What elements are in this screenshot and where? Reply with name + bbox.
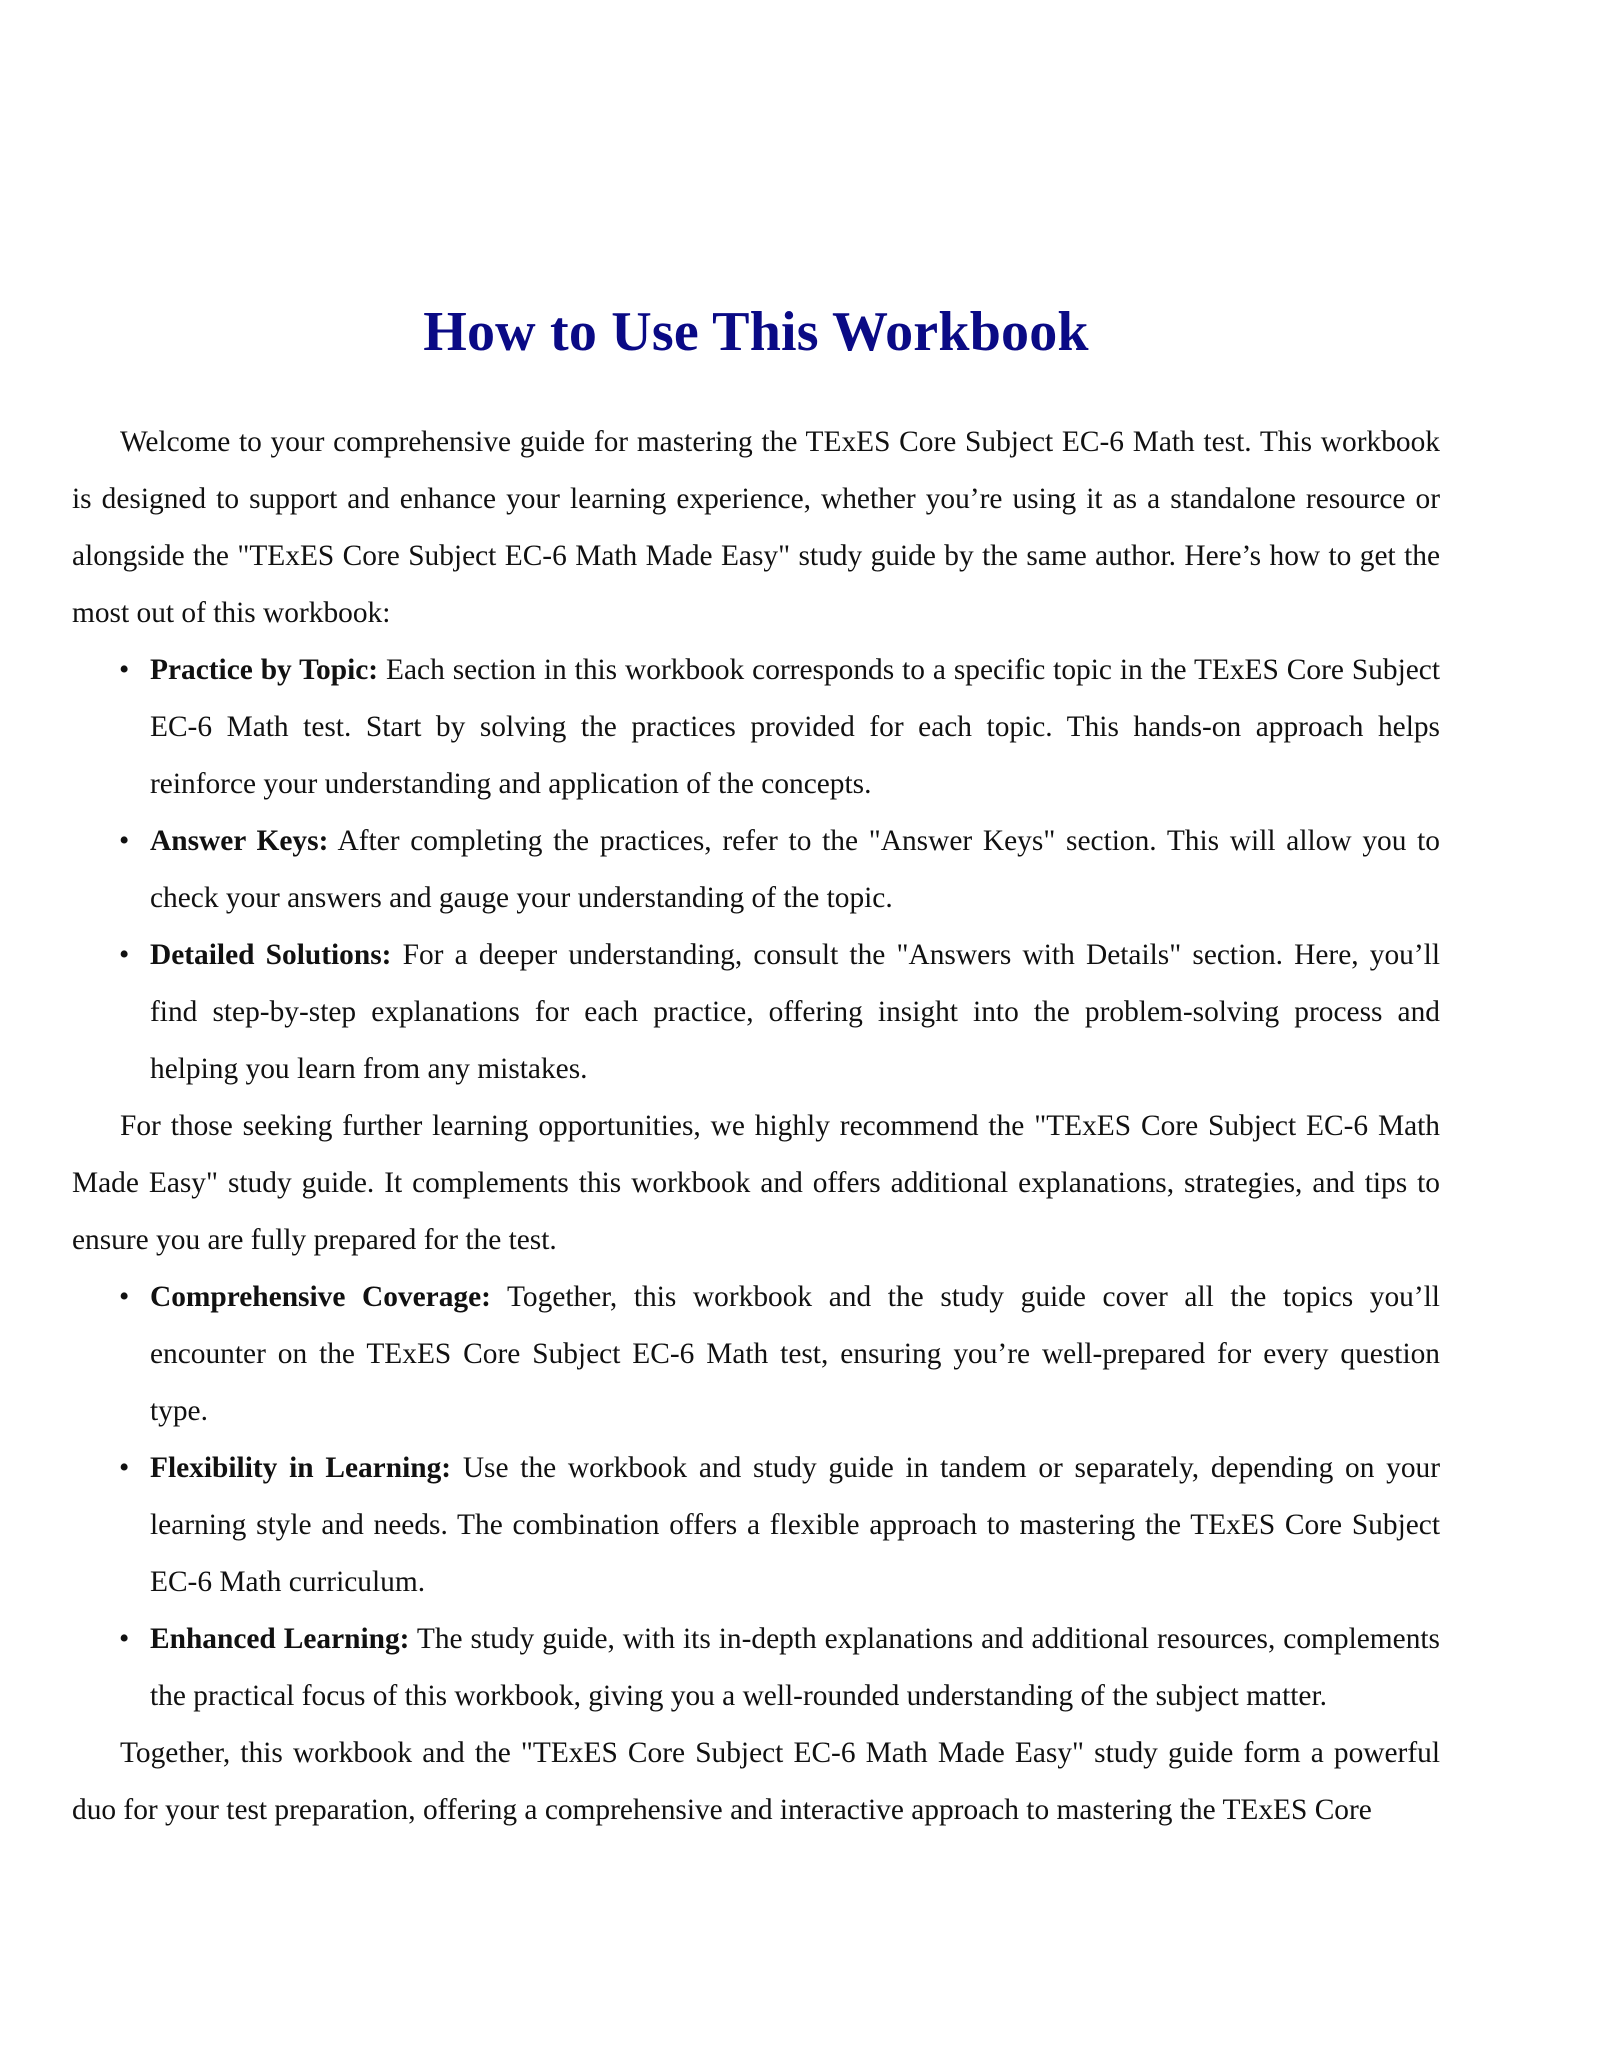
bullet-icon: •	[119, 654, 130, 686]
bullet-icon: •	[119, 1452, 130, 1484]
list-item-comprehensive-coverage	[72, 1269, 1440, 1440]
closing-paragraph: Together, this workbook and the "TExES Core Subject EC-6 Math Made Easy" study guide form a powerful duo for your test preparation, offering a comprehensive and interactive approach to mastering the TExES Core	[72, 1737, 1440, 1826]
page-title: How to Use This Workbook	[423, 301, 1089, 363]
intro-paragraph: Welcome to your comprehensive guide for mastering the TExES Core Subject EC-6 Math test. This workbook is designed to support and enhance your learning experience, whether you’re using it as a standalone resource or alongside the "TExES Core Subject EC-6 Math Made Easy" study guide by the same author. Here’s how to get the most out of this workbook:	[72, 426, 1440, 629]
list-item-label: Comprehensive Coverage:	[150, 1281, 491, 1313]
study-guide-benefits-list	[72, 1269, 1440, 1725]
list-item-label: Detailed Solutions:	[150, 939, 392, 971]
list-item-text: For a deeper understanding, consult the "Answers with Details" section. Here, you’ll find step-by-step explanations for each practice, offering insight into the problem-solving process and helping you learn from any mistakes.	[150, 939, 1440, 1085]
document-page	[72, 0, 1440, 1839]
list-item-text: After completing the practices, refer to the "Answer Keys" section. This will allow you to check your answers and gauge your understanding of the topic.	[150, 825, 1441, 914]
list-item-text: Each section in this workbook corresponds to a specific topic in the TExES Core Subject EC-6 Math test. Start by solving the practices provided for each topic. This hands-on approach helps reinforce your understanding and application of the concepts.	[150, 654, 1440, 800]
list-item-practice-by-topic	[72, 642, 1440, 813]
bullet-icon: •	[119, 1281, 130, 1313]
list-item-label: Flexibility in Learning:	[150, 1452, 452, 1484]
list-item-answer-keys	[72, 813, 1440, 927]
list-item-label: Enhanced Learning:	[150, 1623, 410, 1655]
list-item-text: The study guide, with its in-depth explanations and additional resources, complements the practical focus of this workbook, giving you a well-rounded understanding of the subject matter.	[150, 1623, 1440, 1712]
bullet-icon: •	[119, 939, 130, 971]
middle-paragraph: For those seeking further learning opportunities, we highly recommend the "TExES Core Subject EC-6 Math Made Easy" study guide. It complements this workbook and offers additional explanations, strategies, and tips to ensure you are fully prepared for the test.	[72, 1110, 1440, 1256]
list-item-enhanced-learning	[72, 1611, 1440, 1725]
list-item-detailed-solutions	[72, 927, 1440, 1098]
bullet-icon: •	[119, 1623, 130, 1655]
document-body	[72, 414, 1440, 1839]
list-item-label: Answer Keys:	[150, 825, 329, 857]
list-item-text: Use the workbook and study guide in tandem or separately, depending on your learning style and needs. The combination offers a flexible approach to mastering the TExES Core Subject EC-6 Math curriculum.	[150, 1452, 1441, 1598]
list-item-text: Together, this workbook and the study guide cover all the topics you’ll encounter on the TExES Core Subject EC-6 Math test, ensuring you’re well-prepared for every question type.	[150, 1281, 1440, 1427]
workbook-usage-list	[72, 642, 1440, 1098]
list-item-flexibility-in-learning	[72, 1440, 1440, 1611]
list-item-label: Practice by Topic:	[150, 654, 379, 686]
bullet-icon: •	[119, 825, 130, 857]
